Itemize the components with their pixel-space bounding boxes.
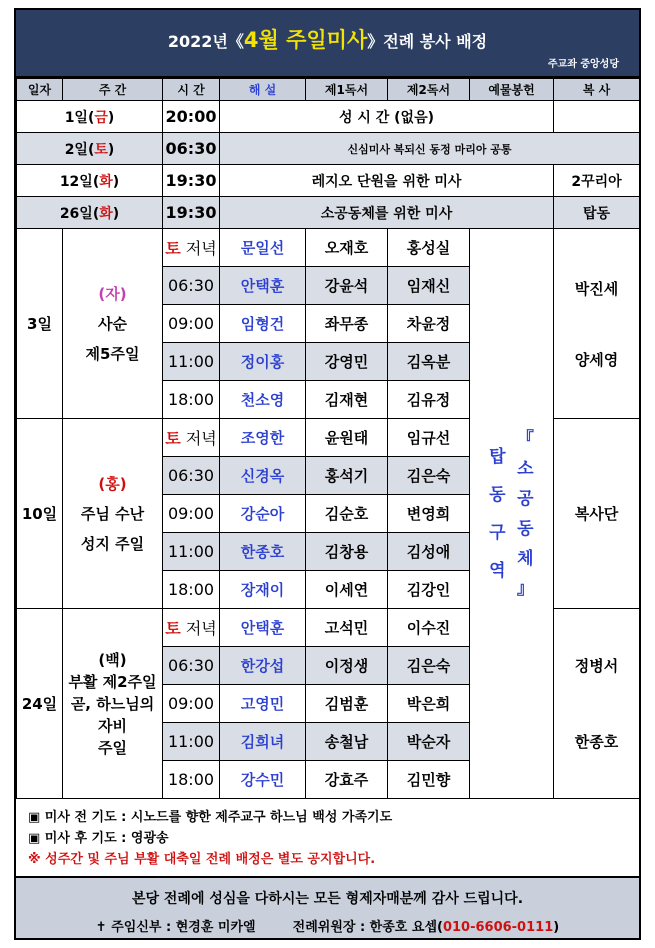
mass-time: 18:00 (163, 571, 220, 609)
weekday-content: 레지오 단원을 위한 미사 (220, 165, 554, 197)
commentator: 조영한 (220, 419, 306, 457)
commentator: 한종호 (220, 533, 306, 571)
sunday-servers: 정병서 한종호 (554, 609, 640, 799)
col-header-date: 일자 (17, 79, 63, 101)
mass-time: 11:00 (163, 343, 220, 381)
sunday-servers: 박진세 양세영 (554, 229, 640, 419)
title-month: 4월 주일미사 (243, 28, 368, 52)
commentator: 문일선 (220, 229, 306, 267)
weekday-server: 2꾸리아 (554, 165, 640, 197)
commentator: 한강섭 (220, 647, 306, 685)
chair-phone: 010-6606-0111 (442, 920, 554, 935)
schedule-table (16, 78, 640, 799)
reader1: 고석민 (306, 609, 388, 647)
reader2: 이수진 (388, 609, 470, 647)
commentator: 장재이 (220, 571, 306, 609)
commentator: 정이홍 (220, 343, 306, 381)
col-header-commentator: 해 설 (220, 79, 306, 101)
commentator: 안택훈 (220, 267, 306, 305)
reader1: 강영민 (306, 343, 388, 381)
mass-time: 토 저녁 (163, 229, 220, 267)
reader1: 강윤석 (306, 267, 388, 305)
col-header-reader2: 제2독서 (388, 79, 470, 101)
document-title (16, 24, 639, 54)
mass-time: 18:00 (163, 381, 220, 419)
table-row (17, 197, 640, 229)
sunday-date: 24일 (17, 609, 63, 799)
commentator: 고영민 (220, 685, 306, 723)
reader1: 이정생 (306, 647, 388, 685)
reader1: 이세연 (306, 571, 388, 609)
weekday-server (554, 101, 640, 133)
reader1: 송철남 (306, 723, 388, 761)
table-row (17, 229, 640, 267)
mass-time: 11:00 (163, 723, 220, 761)
col-header-time: 시 간 (163, 79, 220, 101)
sunday-name: (백) 부활 제2주일 곧, 하느님의 자비 주일 (63, 609, 163, 799)
note-after-mass: ▣ 미사 후 기도 : 영광송 (28, 831, 169, 846)
mass-time: 09:00 (163, 305, 220, 343)
notes-section (16, 802, 639, 876)
commentator: 신경옥 (220, 457, 306, 495)
document-subtitle: 주교좌 중앙성당 (547, 59, 619, 70)
phone-close: ) (553, 920, 560, 935)
offering-left: 탑 동 구 역 (489, 446, 506, 581)
mass-time: 06:30 (163, 457, 220, 495)
document-header (16, 10, 639, 78)
reader1: 윤원태 (306, 419, 388, 457)
col-header-offering: 예물봉헌 (470, 79, 554, 101)
reader1: 홍석기 (306, 457, 388, 495)
reader1: 오재호 (306, 229, 388, 267)
reader2: 김은숙 (388, 647, 470, 685)
weekday-content: 성 시 간 (없음) (220, 101, 554, 133)
reader2: 김은숙 (388, 457, 470, 495)
mass-time: 18:00 (163, 761, 220, 799)
col-header-server: 복 사 (554, 79, 640, 101)
reader2: 김유정 (388, 381, 470, 419)
table-row (17, 133, 640, 165)
commentator: 천소영 (220, 381, 306, 419)
sunday-date: 10일 (17, 419, 63, 609)
reader2: 임규선 (388, 419, 470, 457)
offering-cell (470, 229, 554, 799)
reader2: 임재신 (388, 267, 470, 305)
sunday-name: (자) 사순 제5주일 (63, 229, 163, 419)
weekday-date: 12일(화) (17, 165, 163, 197)
chair-signature: 전례위원장 : 한종호 요셉( (292, 920, 443, 935)
reader1: 김범훈 (306, 685, 388, 723)
reader1: 김재현 (306, 381, 388, 419)
commentator: 강순아 (220, 495, 306, 533)
reader2: 박은희 (388, 685, 470, 723)
reader1: 강효주 (306, 761, 388, 799)
offering-right: 『 소 공 동 체 』 (516, 428, 534, 599)
sunday-name: (홍) 주님 수난 성지 주일 (63, 419, 163, 609)
reader2: 홍성실 (388, 229, 470, 267)
footer-signatures (16, 916, 639, 935)
table-row (17, 101, 640, 133)
reader1: 좌무종 (306, 305, 388, 343)
note-warning: ※ 성주간 및 주님 부활 대축일 전례 배정은 별도 공지합니다. (28, 852, 376, 867)
commentator: 안택훈 (220, 609, 306, 647)
sunday-date: 3일 (17, 229, 63, 419)
footer-thanks: 본당 전례에 성심을 다하시는 모든 형제자매분께 감사 드립니다. (131, 891, 524, 907)
weekday-date: 2일(토) (17, 133, 163, 165)
col-header-week: 주 간 (63, 79, 163, 101)
reader2: 박순자 (388, 723, 470, 761)
reader2: 김성애 (388, 533, 470, 571)
footer (16, 876, 639, 938)
weekday-date: 26일(화) (17, 197, 163, 229)
reader2: 김옥분 (388, 343, 470, 381)
reader2: 변영희 (388, 495, 470, 533)
reader1: 김창용 (306, 533, 388, 571)
mass-time: 09:00 (163, 495, 220, 533)
mass-time: 11:00 (163, 533, 220, 571)
sunday-servers: 복사단 (554, 419, 640, 609)
mass-time: 06:30 (163, 267, 220, 305)
weekday-content: 소공동체를 위한 미사 (220, 197, 554, 229)
commentator: 강수민 (220, 761, 306, 799)
commentator: 김희녀 (220, 723, 306, 761)
table-header-row (17, 79, 640, 101)
schedule-document (14, 8, 641, 940)
reader1: 김순호 (306, 495, 388, 533)
mass-time: 09:00 (163, 685, 220, 723)
weekday-date: 1일(금) (17, 101, 163, 133)
weekday-time: 19:30 (163, 197, 220, 229)
col-header-reader1: 제1독서 (306, 79, 388, 101)
weekday-content: 신심미사 복되신 동정 마리아 공통 (220, 133, 640, 165)
note-before-mass: ▣ 미사 전 기도 : 시노드를 향한 제주교구 하느님 백성 가족기도 (28, 810, 393, 825)
reader2: 차윤정 (388, 305, 470, 343)
reader2: 김민향 (388, 761, 470, 799)
mass-time: 토 저녁 (163, 419, 220, 457)
table-row (17, 165, 640, 197)
mass-time: 토 저녁 (163, 609, 220, 647)
weekday-time: 20:00 (163, 101, 220, 133)
commentator: 임형건 (220, 305, 306, 343)
weekday-time: 06:30 (163, 133, 220, 165)
reader2: 김강인 (388, 571, 470, 609)
title-suffix: 》전례 봉사 배정 (367, 32, 488, 51)
mass-time: 06:30 (163, 647, 220, 685)
weekday-time: 19:30 (163, 165, 220, 197)
priest-signature: ✝ 주임신부 : 현경훈 미카엘 (95, 920, 256, 935)
weekday-server: 탑동 (554, 197, 640, 229)
title-prefix: 2022년《 (167, 32, 244, 51)
